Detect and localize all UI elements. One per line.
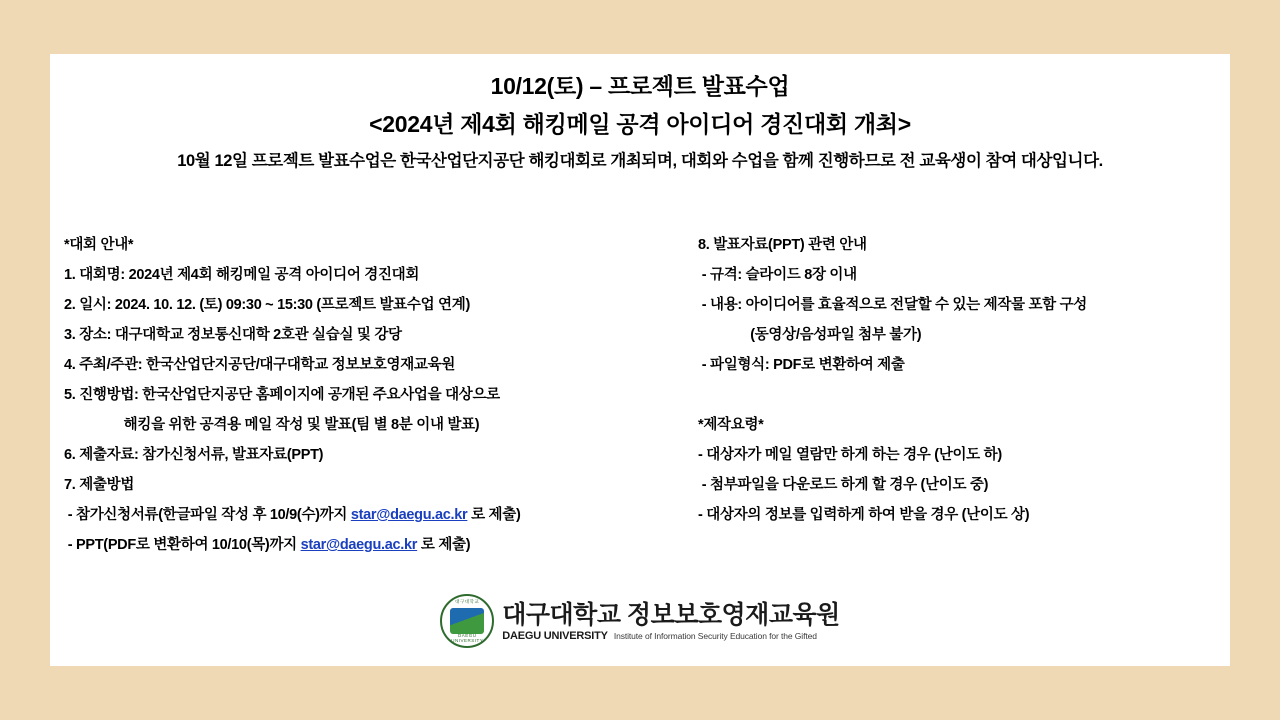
left-line: 6. 제출자료: 참가신청서류, 발표자료(PPT) xyxy=(64,447,324,463)
left-column xyxy=(50,230,650,560)
left-line: 3. 장소: 대구대학교 정보통신대학 2호관 실습실 및 강당 xyxy=(64,327,402,343)
right-line: - 내용: 아이디어를 효율적으로 전달할 수 있는 제작물 포함 구성 xyxy=(698,297,1088,313)
slide-title-block xyxy=(50,54,1230,176)
left-line: 4. 주최/주관: 한국산업단지공단/대구대학교 정보보호영재교육원 xyxy=(64,357,456,373)
logo-english-block xyxy=(502,630,840,642)
right-line: - 대상자가 메일 열람만 하게 하는 경우 (난이도 하) xyxy=(698,447,1002,463)
left-line: 5. 진행방법: 한국산업단지공단 홈페이지에 공개된 주요사업을 대상으로 xyxy=(64,387,500,403)
left-line-with-email xyxy=(64,530,650,560)
logo-text-block xyxy=(502,601,840,642)
university-logo xyxy=(440,594,840,648)
emblem-bottom-text: DAEGU UNIVERSITY xyxy=(451,633,484,643)
page-title: 10/12(토) – 프로젝트 발표수업 xyxy=(490,73,790,99)
left-line-with-email xyxy=(64,500,650,530)
left-line: 2. 일시: 2024. 10. 12. (토) 09:30 ~ 15:30 (프로젝트 발표수업 연계) xyxy=(64,297,470,313)
right-line: - 대상자의 정보를 입력하게 하여 받을 경우 (난이도 상) xyxy=(698,507,1030,523)
text-suffix: 로 제출) xyxy=(467,507,521,523)
right-column xyxy=(650,230,1230,560)
right-line: (동영상/음성파일 첨부 불가) xyxy=(698,327,922,343)
slide-page xyxy=(50,54,1230,666)
logo-english-main: DAEGU UNIVERSITY xyxy=(502,629,608,642)
footer-logo xyxy=(50,594,1230,648)
left-line: 1. 대회명: 2024년 제4회 해킹메일 공격 아이디어 경진대회 xyxy=(64,267,420,283)
logo-korean-name: 대구대학교 정보보호영재교육원 xyxy=(502,600,840,629)
right-line: - 파일형식: PDF로 변환하여 제출 xyxy=(698,357,905,373)
right-line: 8. 발표자료(PPT) 관련 안내 xyxy=(698,237,867,253)
right-line: - 규격: 슬라이드 8장 이내 xyxy=(698,267,857,283)
right-line-spacer xyxy=(698,380,1230,410)
left-line: *대회 안내* xyxy=(64,237,134,253)
email-link[interactable]: star@daegu.ac.kr xyxy=(350,507,468,523)
text-suffix: 로 제출) xyxy=(417,537,471,553)
left-line: 7. 제출방법 xyxy=(64,477,135,493)
page-subtitle-title: <2024년 제4회 해킹메일 공격 아이디어 경진대회 개최> xyxy=(369,111,911,137)
logo-english-sub: Institute of Information Security Education for the Gifted xyxy=(613,630,817,641)
content-columns xyxy=(50,230,1230,560)
university-emblem-icon xyxy=(440,594,494,648)
right-line: *제작요령* xyxy=(698,417,764,433)
left-line: 해킹을 위한 공격용 메일 작성 및 발표(팀 별 8분 이내 발표) xyxy=(64,417,480,433)
right-line: - 첨부파일을 다운로드 하게 할 경우 (난이도 중) xyxy=(698,477,989,493)
intro-text: 10월 12일 프로젝트 발표수업은 한국산업단지공단 해킹대회로 개최되며, 대회와 수업을 함께 진행하므로 전 교육생이 참여 대상입니다. xyxy=(177,152,1103,170)
email-link[interactable]: star@daegu.ac.kr xyxy=(300,537,418,553)
emblem-top-text: 대구대학교 xyxy=(455,599,480,604)
text-prefix: - PPT(PDF로 변환하여 10/10(목)까지 xyxy=(64,537,301,553)
emblem-shield-icon xyxy=(450,608,484,634)
text-prefix: - 참가신청서류(한글파일 작성 후 10/9(수)까지 xyxy=(64,507,351,523)
